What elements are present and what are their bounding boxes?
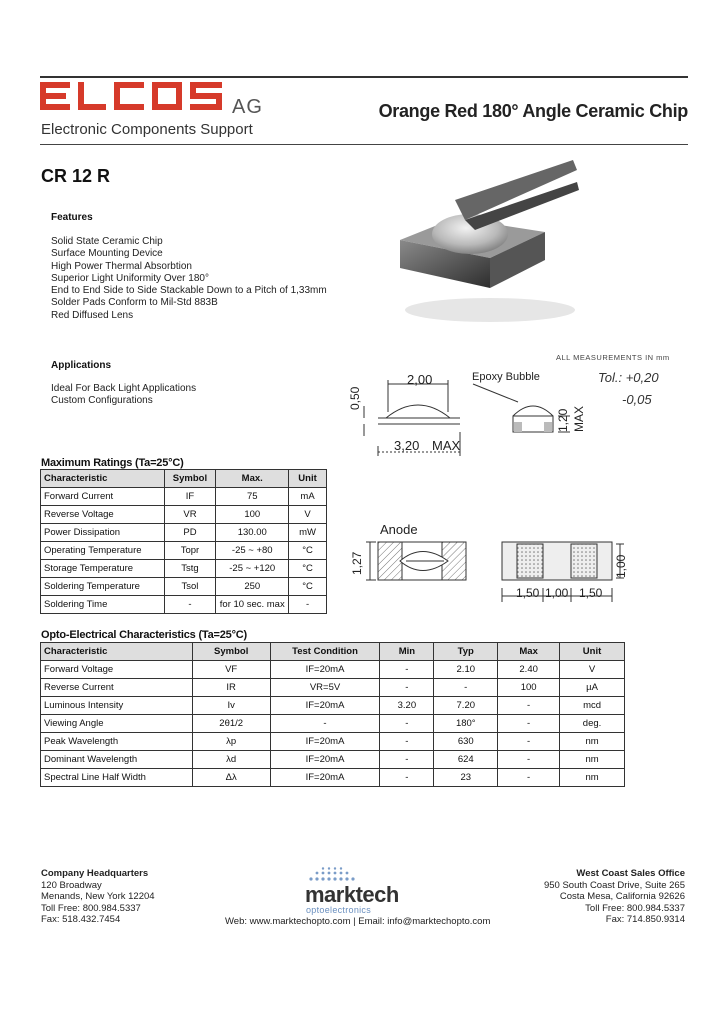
elcos-logo <box>40 82 230 116</box>
table-cell: -25 ~ +120 <box>216 560 289 578</box>
table-cell: IR <box>192 679 270 697</box>
hq-line: Menands, New York 12204 <box>41 891 155 902</box>
logo-suffix: AG <box>232 96 263 118</box>
table-cell: -25 ~ +80 <box>216 542 289 560</box>
table-cell: Reverse Current <box>41 679 193 697</box>
table-cell: Forward Current <box>41 488 165 506</box>
table-cell: VF <box>192 661 270 679</box>
table-cell: 75 <box>216 488 289 506</box>
table-header-row <box>41 643 625 661</box>
table-cell: 250 <box>216 578 289 596</box>
table-cell: V <box>560 661 625 679</box>
table-cell: 23 <box>434 769 498 787</box>
list-item: Red Diffused Lens <box>51 309 134 321</box>
table-cell: 2θ1/2 <box>192 715 270 733</box>
table-row <box>41 578 327 596</box>
list-item: Custom Configurations <box>51 395 153 407</box>
table-cell: nm <box>560 751 625 769</box>
table-header-cell: Symbol <box>192 643 270 661</box>
table-cell: 7.20 <box>434 697 498 715</box>
table-cell: - <box>498 733 560 751</box>
west-line: Fax: 714.850.9314 <box>605 914 685 925</box>
epoxy-label: Epoxy Bubble <box>472 371 540 383</box>
table-cell: VR <box>164 506 216 524</box>
pad-dim-mid: 1,00 <box>545 586 569 600</box>
pad-dim-right: 1,50 <box>579 586 603 600</box>
table-cell: - <box>289 596 327 614</box>
hq-address <box>41 868 155 926</box>
elcos-logo-mark <box>40 82 222 110</box>
table-cell: - <box>380 679 434 697</box>
web-email-line: Web: www.marktechopto.com | Email: info@marktechopto.com <box>225 916 491 927</box>
table-row <box>41 679 625 697</box>
table-cell: mcd <box>560 697 625 715</box>
table-cell: mW <box>289 524 327 542</box>
table-cell: 100 <box>216 506 289 524</box>
table-cell: 630 <box>434 733 498 751</box>
header-bottom-rule <box>40 144 688 145</box>
measurement-note: ALL MEASUREMENTS IN mm <box>556 353 670 362</box>
table-header-cell: Max. <box>216 470 289 488</box>
table-cell: Reverse Voltage <box>41 506 165 524</box>
table-cell: λp <box>192 733 270 751</box>
table-header-cell: Unit <box>289 470 327 488</box>
table-cell: Tstg <box>164 560 216 578</box>
opto-table <box>40 642 625 787</box>
list-item: End to End Side to Side Stackable Down to a Pitch of 1,33mm <box>51 285 327 297</box>
logo-subtitle: Electronic Components Support <box>41 121 253 138</box>
table-cell: Forward Voltage <box>41 661 193 679</box>
table-row <box>41 769 625 787</box>
table-cell: IF=20mA <box>270 697 380 715</box>
dim-100-right: 1,00 <box>614 554 628 578</box>
west-heading: West Coast Sales Office <box>576 868 685 879</box>
table-cell: Spectral Line Half Width <box>41 769 193 787</box>
table-cell: - <box>164 596 216 614</box>
table-header-cell: Typ <box>434 643 498 661</box>
table-cell: 3.20 <box>380 697 434 715</box>
opto-title: Opto-Electrical Characteristics (Ta=25°C) <box>41 629 247 641</box>
list-item: Solid State Ceramic Chip <box>51 236 163 247</box>
list-item: Solder Pads Conform to Mil-Std 883B <box>51 297 218 309</box>
table-cell: °C <box>289 578 327 596</box>
dim-side-max: MAX <box>572 405 586 432</box>
marktech-dot-grid-icon <box>307 867 425 883</box>
table-cell: - <box>380 715 434 733</box>
features-list <box>51 236 327 322</box>
dim-127: 1,27 <box>350 551 364 575</box>
table-header-cell: Min <box>380 643 434 661</box>
page-title: Orange Red 180° Angle Ceramic Chip <box>378 101 688 121</box>
marktech-sub: optoelectronics <box>306 905 372 915</box>
dim-width: 2,00 <box>407 372 433 387</box>
table-cell: °C <box>289 560 327 578</box>
list-item: Superior Light Uniformity Over 180° <box>51 272 209 284</box>
table-header-cell: Max <box>498 643 560 661</box>
table-cell: IF=20mA <box>270 769 380 787</box>
table-cell: mA <box>289 488 327 506</box>
table-cell: Topr <box>164 542 216 560</box>
table-cell: Soldering Time <box>41 596 165 614</box>
table-cell: 2.40 <box>498 661 560 679</box>
max-ratings-title: Maximum Ratings (Ta=25°C) <box>41 457 184 469</box>
table-cell: deg. <box>560 715 625 733</box>
table-row <box>41 506 327 524</box>
table-cell: - <box>498 769 560 787</box>
dim-height: 0,50 <box>348 386 362 410</box>
table-header-cell: Unit <box>560 643 625 661</box>
table-cell: Soldering Temperature <box>41 578 165 596</box>
hq-line: 120 Broadway <box>41 879 102 891</box>
tolerance-minus: -0,05 <box>622 392 652 407</box>
table-header-cell: Symbol <box>164 470 216 488</box>
pad-dim-left: 1,50 <box>516 586 540 600</box>
table-cell: - <box>380 769 434 787</box>
table-cell: - <box>498 751 560 769</box>
table-row <box>41 661 625 679</box>
table-cell: Tsol <box>164 578 216 596</box>
product-photo <box>395 160 580 330</box>
table-row <box>41 560 327 578</box>
table-cell: °C <box>289 542 327 560</box>
table-row <box>41 697 625 715</box>
table-cell: Iv <box>192 697 270 715</box>
table-cell: IF=20mA <box>270 661 380 679</box>
table-row <box>41 542 327 560</box>
hq-line: Fax: 518.432.7454 <box>41 914 121 925</box>
table-row <box>41 715 625 733</box>
table-cell: Power Dissipation <box>41 524 165 542</box>
table-header-cell: Characteristic <box>41 470 165 488</box>
table-header-cell: Test Condition <box>270 643 380 661</box>
list-item: High Power Thermal Absorbtion <box>51 260 192 272</box>
table-cell: - <box>498 715 560 733</box>
table-row <box>41 524 327 542</box>
table-cell: Dominant Wavelength <box>41 751 193 769</box>
table-cell: - <box>380 751 434 769</box>
tolerance-plus: Tol.: +0,20 <box>598 370 659 385</box>
table-cell: µA <box>560 679 625 697</box>
table-cell: Δλ <box>192 769 270 787</box>
table-cell: nm <box>560 769 625 787</box>
table-cell: - <box>270 715 380 733</box>
table-row <box>41 596 327 614</box>
west-coast-address <box>544 868 685 926</box>
table-cell: IF <box>164 488 216 506</box>
header-top-rule <box>40 76 688 78</box>
table-header-row <box>41 470 327 488</box>
max-ratings-table <box>40 469 327 614</box>
table-cell: Viewing Angle <box>41 715 193 733</box>
list-item: Ideal For Back Light Applications <box>51 383 197 394</box>
table-cell: 624 <box>434 751 498 769</box>
marktech-brand: marktech <box>305 882 399 907</box>
table-cell: - <box>380 733 434 751</box>
table-cell: Luminous Intensity <box>41 697 193 715</box>
table-cell: V <box>289 506 327 524</box>
table-cell: IF=20mA <box>270 733 380 751</box>
table-cell: Storage Temperature <box>41 560 165 578</box>
table-cell: VR=5V <box>270 679 380 697</box>
west-line: Toll Free: 800.984.5337 <box>585 902 685 914</box>
hq-heading: Company Headquarters <box>41 868 149 879</box>
west-line: Costa Mesa, California 92626 <box>559 891 685 902</box>
table-row <box>41 733 625 751</box>
part-number: CR 12 R <box>41 166 111 186</box>
bottom-view-drawing <box>352 534 652 609</box>
table-cell: Peak Wavelength <box>41 733 193 751</box>
table-row <box>41 488 327 506</box>
features-heading: Features <box>51 212 93 223</box>
table-cell: 180° <box>434 715 498 733</box>
west-line: 950 South Coast Drive, Suite 265 <box>543 879 685 891</box>
table-cell: - <box>498 697 560 715</box>
dim-side: 1,20 <box>556 408 570 432</box>
applications-list <box>51 383 196 408</box>
table-cell: 100 <box>498 679 560 697</box>
table-cell: IF=20mA <box>270 751 380 769</box>
anode-label: Anode <box>380 522 418 537</box>
list-item: Surface Mounting Device <box>51 248 163 260</box>
table-cell: 130.00 <box>216 524 289 542</box>
table-cell: PD <box>164 524 216 542</box>
table-cell: nm <box>560 733 625 751</box>
table-row <box>41 751 625 769</box>
table-cell: 2.10 <box>434 661 498 679</box>
dim-max: MAX <box>432 438 461 453</box>
table-cell: Operating Temperature <box>41 542 165 560</box>
table-cell: for 10 sec. max <box>216 596 289 614</box>
dim-length: 3,20 <box>394 438 420 453</box>
applications-heading: Applications <box>51 360 112 371</box>
table-cell: - <box>380 661 434 679</box>
table-cell: λd <box>192 751 270 769</box>
table-header-cell: Characteristic <box>41 643 193 661</box>
hq-line: Toll Free: 800.984.5337 <box>41 902 141 914</box>
table-cell: - <box>434 679 498 697</box>
